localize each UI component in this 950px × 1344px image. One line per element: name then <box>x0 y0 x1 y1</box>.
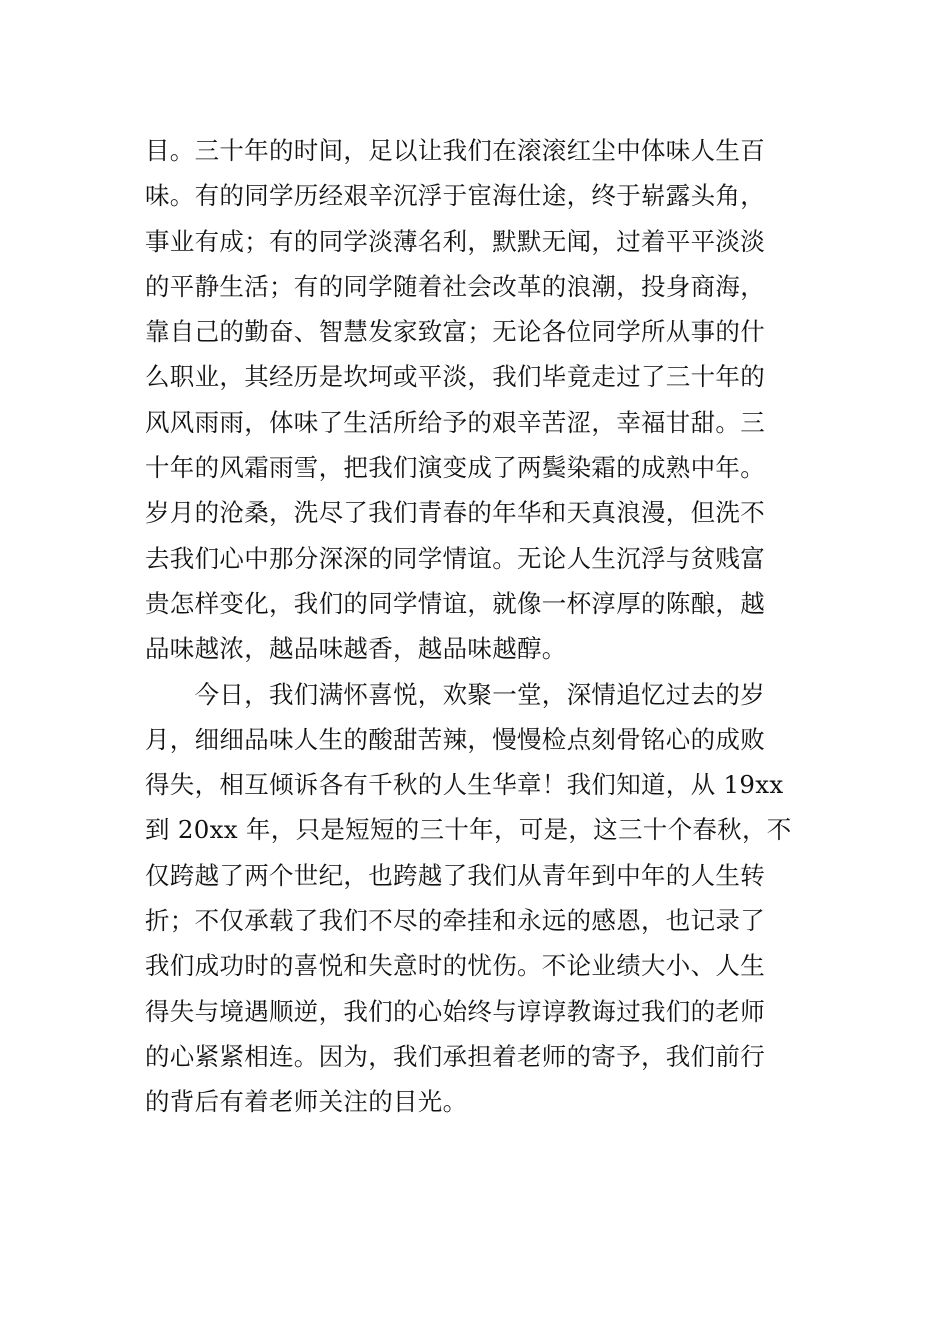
text-line: 月，细细品味人生的酸甜苦辣，慢慢检点刻骨铭心的成败 <box>145 724 765 754</box>
text-line: 风风雨雨，体味了生活所给予的艰辛苦涩，幸福甘甜。三 <box>145 407 765 437</box>
text-line: 么职业，其经历是坎坷或平淡，我们毕竟走过了三十年的 <box>145 362 765 392</box>
text-line: 目。三十年的时间，足以让我们在滚滚红尘中体味人生百 <box>145 136 765 165</box>
text-line: 品味越浓，越品味越香，越品味越醇。 <box>145 634 567 664</box>
text-line: 的心紧紧相连。因为，我们承担着老师的寄予，我们前行 <box>145 1041 765 1071</box>
text-line: 得失，相互倾诉各有千秋的人生华章！我们知道，从 19xx <box>145 770 784 800</box>
text-line: 去我们心中那分深深的同学情谊。无论人生沉浮与贫贱富 <box>145 543 765 573</box>
text-line: 我们成功时的喜悦和失意时的忧伤。不论业绩大小、人生 <box>145 951 765 981</box>
text-line: 得失与境遇顺逆，我们的心始终与谆谆教诲过我们的老师 <box>145 996 765 1026</box>
text-line: 岁月的沧桑，洗尽了我们青春的年华和天真浪漫，但洗不 <box>145 498 765 528</box>
text-line: 的背后有着老师关注的目光。 <box>145 1087 468 1117</box>
text-line: 事业有成；有的同学淡薄名利，默默无闻，过着平平淡淡 <box>145 226 765 256</box>
text-line: 贵怎样变化，我们的同学情谊，就像一杯淳厚的陈酿，越 <box>145 588 765 618</box>
text-line: 味。有的同学历经艰辛沉浮于宦海仕途，终于崭露头角， <box>145 181 765 211</box>
text-line: 到 20xx 年，只是短短的三十年，可是，这三十个春秋，不 <box>145 815 792 845</box>
text-line: 的平静生活；有的同学随着社会改革的浪潮，投身商海， <box>145 271 765 301</box>
text-line: 十年的风霜雨雪，把我们演变成了两鬓染霜的成熟中年。 <box>145 453 765 483</box>
text-line: 仅跨越了两个世纪，也跨越了我们从青年到中年的人生转 <box>145 860 765 890</box>
text-line: 折；不仅承载了我们不尽的牵挂和永远的感恩，也记录了 <box>145 906 765 936</box>
text-line: 今日，我们满怀喜悦，欢聚一堂，深情追忆过去的岁 <box>145 679 765 709</box>
document-body <box>145 128 815 1125</box>
paragraph-2 <box>145 672 815 1125</box>
text-line: 靠自己的勤奋、智慧发家致富；无论各位同学所从事的什 <box>145 317 765 347</box>
paragraph-1 <box>145 128 815 672</box>
